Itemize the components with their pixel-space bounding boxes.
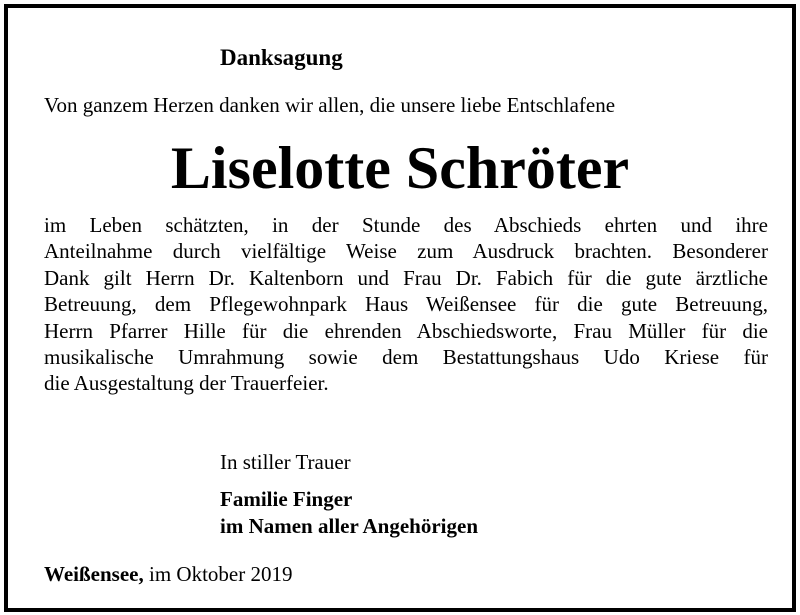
place-name: Weißensee, xyxy=(44,562,144,586)
notice-heading: Danksagung xyxy=(220,45,343,70)
paragraph-line: musikalische Umrahmung sowie dem Bestattungshaus Udo Kriese für xyxy=(44,345,768,370)
intro-text: Von ganzem Herzen danken wir allen, die unsere liebe Entschlafene xyxy=(44,93,616,117)
place-date-line xyxy=(44,560,292,588)
signature-relatives: im Namen aller Angehörigen xyxy=(220,514,479,538)
signature-block xyxy=(220,486,478,540)
paragraph-line: Anteilnahme durch vielfältige Weise zum Ausdruck brachten. Besonderer xyxy=(44,239,768,264)
obituary-notice xyxy=(4,4,796,612)
paragraph-line: Betreuung, dem Pflegewohnpark Haus Weißensee für die gute Betreuung, xyxy=(44,292,768,317)
closing-phrase: In stiller Trauer xyxy=(220,450,351,474)
paragraph-line: Herrn Pfarrer Hille für die ehrenden Abschiedsworte, Frau Müller für die xyxy=(44,318,768,343)
deceased-name: Liselotte Schröter xyxy=(170,135,630,201)
paragraph-line: die Ausgestaltung der Trauerfeier. xyxy=(44,371,329,396)
paragraph-line: Dank gilt Herrn Dr. Kaltenborn und Frau Dr. Fabich für die gute ärztliche xyxy=(44,265,768,290)
signature-family: Familie Finger xyxy=(220,487,353,511)
paragraph-line: im Leben schätzten, in der Stunde des Abschieds ehrten und ihre xyxy=(44,213,768,237)
date-text: im Oktober 2019 xyxy=(149,562,293,586)
thanks-paragraph xyxy=(44,212,768,397)
